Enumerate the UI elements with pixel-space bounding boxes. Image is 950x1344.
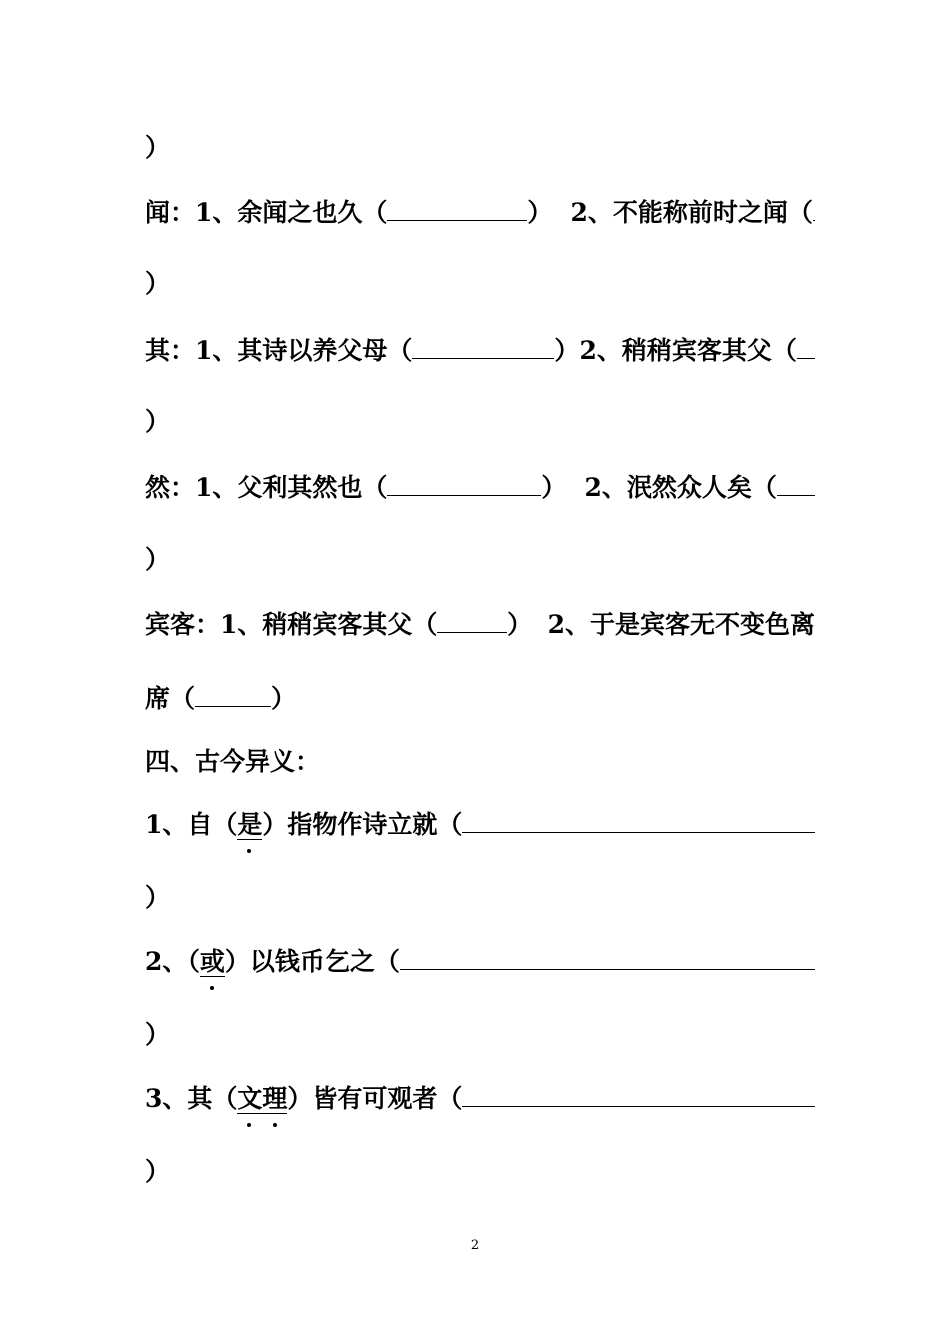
question-prefix: 3、其（	[145, 1084, 238, 1113]
section-heading	[145, 742, 815, 782]
answer-blank[interactable]	[412, 330, 554, 359]
question-suffix: ）指物作诗立就（	[262, 810, 463, 839]
answer-blank[interactable]	[797, 330, 815, 359]
closing-paren: ）	[145, 1020, 171, 1049]
entry-item-1: 1、稍稍宾客其父（	[220, 610, 438, 639]
answer-blank[interactable]	[777, 467, 815, 496]
section-heading-text: 四、古今异义：	[145, 747, 321, 776]
entry-close-1: ）	[507, 610, 533, 639]
entry-label: 闻：	[145, 198, 196, 227]
question-2	[145, 941, 815, 981]
answer-blank[interactable]	[437, 604, 507, 633]
answer-blank[interactable]	[462, 804, 815, 833]
emphasis-dot	[210, 986, 214, 990]
entry-close-1: ）	[554, 336, 580, 365]
entry-ran	[145, 467, 815, 507]
entry-binke	[145, 604, 815, 644]
entry-close-1: ）	[541, 473, 567, 502]
answer-blank[interactable]	[462, 1078, 815, 1107]
question-3	[145, 1078, 815, 1118]
entry-item-1: 1、其诗以养父母（	[195, 336, 413, 365]
emphasized-word	[237, 1079, 287, 1119]
closing-paren: ）	[145, 545, 171, 574]
closing-paren-line	[145, 1015, 815, 1055]
closing-paren-line	[145, 878, 815, 918]
emphasis-dot	[273, 1123, 277, 1127]
emphasized-word-text: 文理	[237, 1084, 288, 1113]
entry-wen	[145, 192, 815, 232]
answer-blank[interactable]	[387, 467, 541, 496]
question-prefix: 2、（	[145, 947, 200, 976]
closing-paren-line	[145, 402, 815, 442]
closing-paren: ）	[145, 407, 171, 436]
entry-close-1: ）	[527, 198, 553, 227]
closing-paren: ）	[145, 133, 171, 162]
answer-blank[interactable]	[400, 941, 815, 970]
entry-item-2-continued: 席（	[145, 684, 196, 713]
emphasized-word-text: 或	[199, 947, 225, 976]
entry-item-2: 2、于是宾客无不变色离	[547, 610, 815, 639]
closing-paren-line	[145, 264, 815, 304]
entry-item-1: 1、父利其然也（	[195, 473, 388, 502]
emphasized-word-text: 是	[237, 810, 263, 839]
answer-blank[interactable]	[195, 678, 271, 707]
question-prefix: 1、自（	[145, 810, 238, 839]
entry-close-2: ）	[271, 684, 297, 713]
entry-qi	[145, 330, 815, 370]
closing-paren-line	[145, 128, 815, 168]
closing-paren: ）	[145, 269, 171, 298]
closing-paren-line	[145, 1152, 815, 1192]
answer-blank[interactable]	[813, 192, 815, 221]
entry-binke-continued	[145, 678, 815, 718]
entry-item-2: 2、不能称前时之闻（	[570, 198, 813, 227]
emphasized-word	[237, 805, 262, 845]
page-number: 2	[470, 1238, 480, 1253]
closing-paren-line	[145, 540, 815, 580]
question-suffix: ）皆有可观者（	[287, 1084, 463, 1113]
emphasis-dot	[247, 1123, 251, 1127]
answer-blank[interactable]	[387, 192, 527, 221]
question-1	[145, 804, 815, 844]
emphasis-dot	[247, 849, 251, 853]
entry-item-1: 1、余闻之也久（	[195, 198, 388, 227]
entry-item-2: 2、泯然众人矣（	[584, 473, 777, 502]
entry-label: 宾客：	[145, 610, 221, 639]
entry-label: 其：	[145, 336, 196, 365]
question-suffix: ）以钱币乞之（	[224, 947, 400, 976]
closing-paren: ）	[145, 1157, 171, 1186]
closing-paren: ）	[145, 883, 171, 912]
entry-label: 然：	[145, 473, 196, 502]
emphasized-word	[200, 942, 225, 982]
entry-item-2: 2、稍稍宾客其父（	[579, 336, 797, 365]
